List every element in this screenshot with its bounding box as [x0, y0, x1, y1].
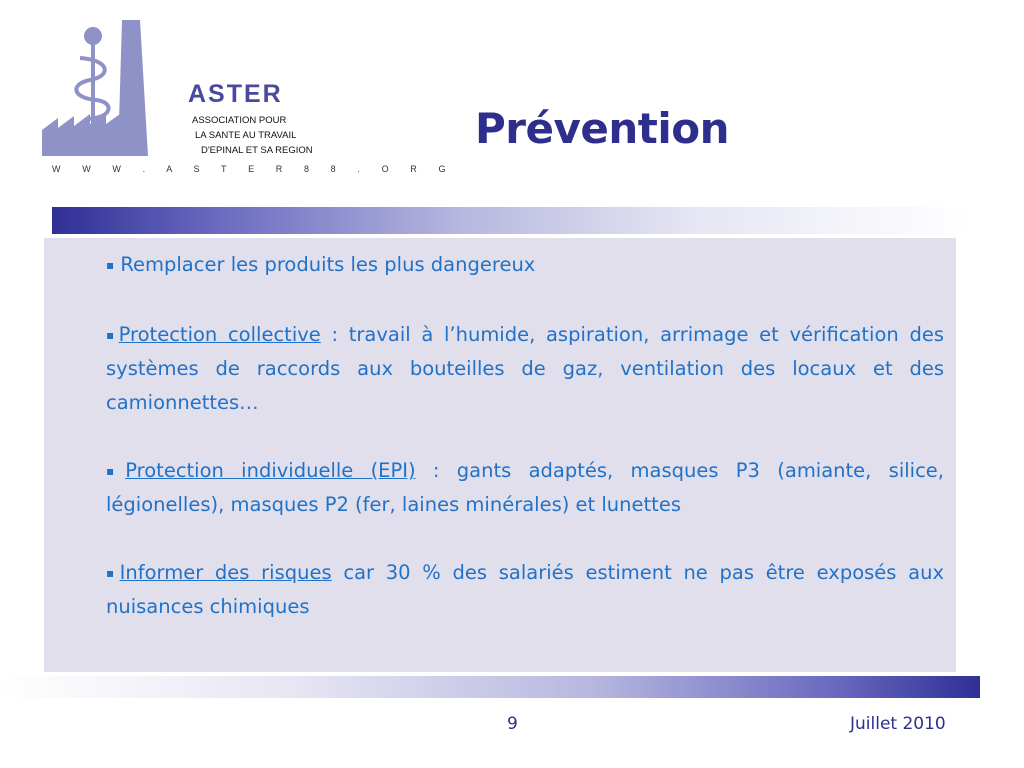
- bullet-square-icon: ▪: [106, 258, 115, 272]
- logo-url: W W W . A S T E R 8 8 . O R G: [52, 164, 456, 174]
- logo-tagline-line3: D'EPINAL ET SA REGION: [201, 145, 313, 156]
- bullet-square-icon: ▪: [106, 566, 120, 580]
- page-number: 9: [507, 714, 518, 734]
- logo-tagline-line2: LA SANTE AU TRAVAIL: [195, 130, 297, 141]
- bullet-item-4: [106, 556, 944, 624]
- aster-logo: [40, 18, 313, 183]
- bullet-square-icon: ▪: [106, 464, 126, 478]
- factory-caduceus-icon: [40, 18, 190, 168]
- bullet-text: Remplacer les produits les plus dangereux: [120, 253, 536, 276]
- informer-risques-link[interactable]: Informer des risques: [119, 561, 332, 584]
- bullet-item-2: [106, 318, 944, 420]
- bullet-text: : travail à l’humide, aspiration, arrimage et vérification des systèmes de raccords aux bouteilles de gaz, ventilation des locaux et des camionnettes…: [106, 323, 944, 414]
- protection-collective-link[interactable]: Protection collective: [118, 323, 321, 346]
- bottom-gradient-bar: [0, 676, 980, 698]
- protection-individuelle-link[interactable]: Protection individuelle (EPI): [125, 459, 416, 482]
- bullet-text: car 30 % des salariés estiment ne pas être exposés aux nuisances chimiques: [106, 561, 944, 618]
- bullet-list: [106, 248, 944, 658]
- top-gradient-bar: [52, 207, 970, 234]
- logo-name: ASTER: [188, 80, 283, 108]
- bullet-text: : gants adaptés, masques P3 (amiante, silice, légionelles), masques P2 (fer, laines minérales) et lunettes: [106, 459, 944, 516]
- bullet-square-icon: ▪: [106, 328, 119, 342]
- bullet-item-3: [106, 454, 944, 522]
- bullet-item-1: [106, 248, 944, 282]
- footer-date: Juillet 2010: [850, 714, 946, 734]
- slide-title: Prévention: [475, 104, 729, 153]
- logo-tagline-line1: ASSOCIATION POUR: [192, 115, 287, 126]
